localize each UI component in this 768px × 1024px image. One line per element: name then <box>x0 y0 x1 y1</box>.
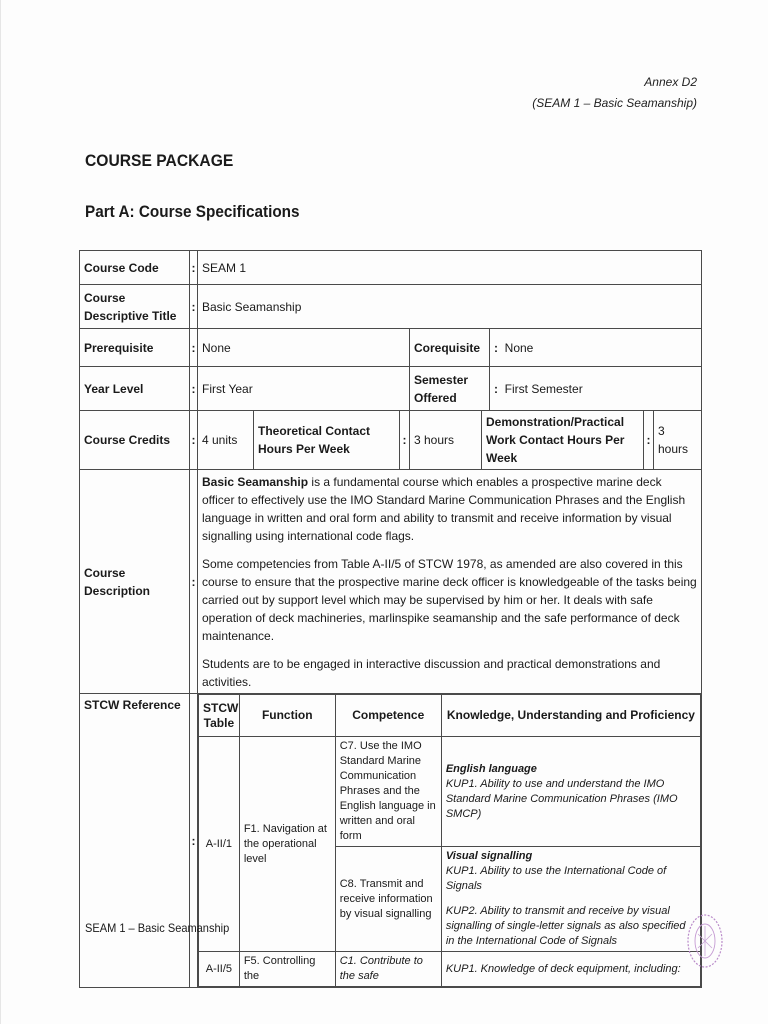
description-p1-text: is a fundamental course which enables a prospective marine deck officer to effectively use the IMO Standard Marine Communication Phrases and the English language in written and oral form and ability to transmit and receive information by visual signalling using international code flags. <box>202 475 686 543</box>
description-paragraph-1 <box>202 473 697 545</box>
descriptive-title-label: Course Descriptive Title <box>80 285 190 329</box>
kup-c8-title: Visual signalling <box>445 850 533 862</box>
course-description-label: Course Description <box>80 470 190 694</box>
kup-c8 <box>441 847 700 952</box>
colon: : <box>190 367 198 411</box>
descriptive-title-value: Basic Seamanship <box>198 285 702 329</box>
kup-header: Knowledge, Understanding and Proficiency <box>441 695 700 737</box>
year-level-label: Year Level <box>80 367 190 411</box>
colon: : <box>190 285 198 329</box>
section-title: Part A: Course Specifications <box>85 202 300 221</box>
annex-subtitle: (SEAM 1 – Basic Seamanship) <box>532 96 697 110</box>
kup-c7 <box>441 737 700 847</box>
competence-header: Competence <box>335 695 441 737</box>
colon: : <box>190 694 198 988</box>
annex-label: Annex D2 <box>644 75 697 89</box>
stcw-table-header: STCW Table <box>199 695 240 737</box>
course-credits-label: Course Credits <box>80 411 190 470</box>
demo-hours-value: 3 hours <box>654 411 702 470</box>
function-value: F1. Navigation at the operational level <box>239 737 335 952</box>
kup-c7-title: English language <box>445 762 537 775</box>
corequisite-text: None <box>504 340 534 355</box>
colon: : <box>190 411 198 470</box>
stcw-cell <box>198 694 702 988</box>
row-descriptive-title <box>80 285 702 329</box>
seal-stamp-icon <box>685 912 725 970</box>
colon: : <box>190 329 198 367</box>
stcw-header-row <box>199 695 701 737</box>
kup-c8-text-1: KUP1. Ability to use the International Code of Signals <box>445 865 667 892</box>
description-bold-lead: Basic Seamanship <box>202 475 309 489</box>
demo-hours-label: Demonstration/Practical Work Contact Hours Per Week <box>482 411 644 470</box>
page-footer: SEAM 1 – Basic Seamanship <box>85 921 230 935</box>
stcw-table-value-2: A-II/5 <box>199 952 240 987</box>
corequisite-value <box>490 329 702 367</box>
course-description-body <box>198 470 702 694</box>
competence-c8: C8. Transmit and receive information by visual signalling <box>335 847 441 952</box>
stcw-table-value: A-II/1 <box>199 737 240 952</box>
row-course-credits <box>80 411 702 470</box>
colon: : <box>190 251 198 285</box>
prerequisite-label: Prerequisite <box>80 329 190 367</box>
competence-c7: C7. Use the IMO Standard Marine Communication Phrases and the English language in written and oral form <box>335 737 441 847</box>
stcw-row-a2-1-c7 <box>199 737 701 847</box>
stcw-row-a2-5 <box>199 952 701 987</box>
prerequisite-value: None <box>198 329 410 367</box>
kup-c8-text-2: KUP2. Ability to transmit and receive by visual signalling of single-letter signals as also specified in the International Code of Signals <box>445 905 686 947</box>
course-spec-table <box>79 250 702 988</box>
course-code-label: Course Code <box>80 251 190 285</box>
row-course-description <box>80 470 702 694</box>
semester-text: First Semester <box>504 381 583 396</box>
course-code-value: SEAM 1 <box>198 251 702 285</box>
colon: : <box>400 411 410 470</box>
colon: : <box>190 470 198 694</box>
colon: : <box>494 381 498 396</box>
colon: : <box>494 340 498 355</box>
theory-hours-label: Theoretical Contact Hours Per Week <box>254 411 400 470</box>
kup-value-2: KUP1. Knowledge of deck equipment, including: <box>441 952 700 987</box>
description-paragraph-3: Students are to be engaged in interactive discussion and practical demonstrations and activities. <box>202 657 661 689</box>
function-value-2: F5. Controlling the <box>239 952 335 987</box>
stcw-reference-label: STCW Reference <box>80 694 190 988</box>
row-year-level <box>80 367 702 411</box>
row-course-code <box>80 251 702 285</box>
row-prerequisite <box>80 329 702 367</box>
kup-c7-text: KUP1. Ability to use and understand the IMO Standard Marine Communication Phrases (IMO SMCP) <box>445 777 678 820</box>
year-level-value: First Year <box>198 367 410 411</box>
semester-value <box>490 367 702 411</box>
row-stcw-reference <box>80 694 702 988</box>
description-paragraph-2: Some competencies from Table A-II/5 of STCW 1978, as amended are also covered in this course to ensure that the prospective marine deck officer is knowledgeable of the tasks being carried out by support level which may be supervised by him or her. It deals with safe operation of deck machineries, marlinspike seamanship and the safe performance of deck maintenance. <box>202 557 697 643</box>
course-credits-value: 4 units <box>198 411 254 470</box>
semester-label: Semester Offered <box>410 367 490 411</box>
corequisite-label: Corequisite <box>410 329 490 367</box>
colon: : <box>644 411 654 470</box>
annex-header <box>532 72 697 114</box>
page-title: COURSE PACKAGE <box>85 151 234 170</box>
theory-hours-value: 3 hours <box>410 411 482 470</box>
competence-value-2: C1. Contribute to the safe <box>335 952 441 987</box>
function-header: Function <box>239 695 335 737</box>
stcw-table <box>198 694 701 987</box>
